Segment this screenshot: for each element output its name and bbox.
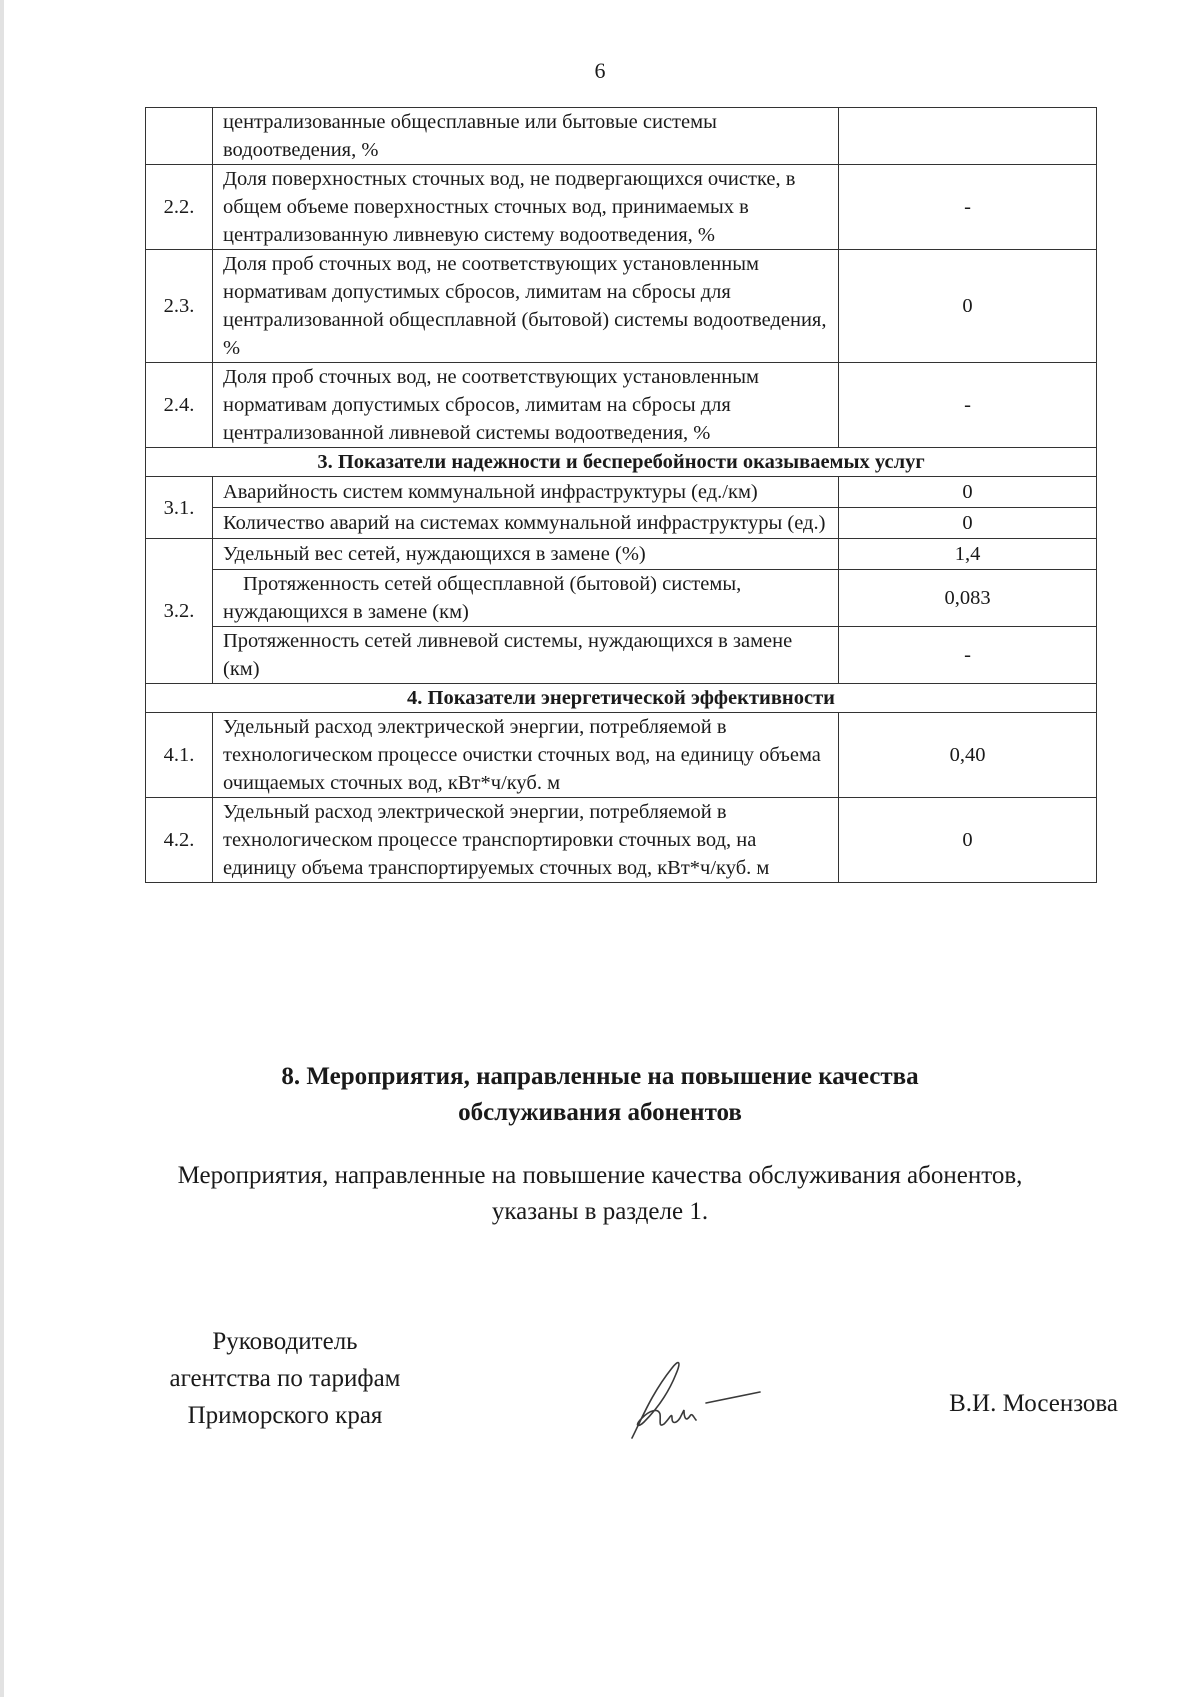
row-value: - bbox=[839, 165, 1097, 250]
section-8-title bbox=[0, 1059, 1200, 1131]
row-number: 2.4. bbox=[146, 363, 213, 448]
section-8-title-line: 8. Мероприятия, направленные на повышение качества bbox=[281, 1063, 919, 1090]
row-value: 0 bbox=[839, 250, 1097, 363]
signatory-role-line: агентства по тарифам bbox=[169, 1365, 401, 1392]
row-description: Протяженность сетей общесплавной (бытовой) системы, нуждающихся в замене (км) bbox=[213, 570, 839, 627]
row-value: - bbox=[839, 363, 1097, 448]
section-3-heading: 3. Показатели надежности и бесперебойности оказываемых услуг bbox=[146, 448, 1097, 477]
table-row bbox=[146, 508, 1097, 539]
row-description: Протяженность сетей ливневой системы, нуждающихся в замене (км) bbox=[213, 627, 839, 684]
row-value: 0 bbox=[839, 508, 1097, 539]
row-description: Удельный расход электрической энергии, потребляемой в технологическом процессе транспортировки сточных вод, на единицу объема транспортируемых сточных вод, кВт*ч/куб. м bbox=[213, 798, 839, 883]
signatory-role bbox=[140, 1323, 430, 1434]
section-header-row bbox=[146, 448, 1097, 477]
table-row bbox=[146, 570, 1097, 627]
indicators-table bbox=[145, 107, 1097, 883]
row-number: 4.2. bbox=[146, 798, 213, 883]
table-row bbox=[146, 165, 1097, 250]
row-description: Удельный вес сетей, нуждающихся в замене (%) bbox=[213, 539, 839, 570]
handwritten-signature-icon bbox=[612, 1348, 772, 1448]
row-description: Доля поверхностных сточных вод, не подвергающихся очистке, в общем объеме поверхностных сточных вод, принимаемых в централизованную ливневую систему водоотведения, % bbox=[213, 165, 839, 250]
row-description: Доля проб сточных вод, не соответствующих установленным нормативам допустимых сбросов, лимитам на сбросы для централизованной ливневой системы водоотведения, % bbox=[213, 363, 839, 448]
row-value: 0 bbox=[839, 798, 1097, 883]
scan-edge bbox=[0, 0, 4, 1697]
row-value: 0 bbox=[839, 477, 1097, 508]
table-row bbox=[146, 250, 1097, 363]
row-number: 4.1. bbox=[146, 713, 213, 798]
row-value bbox=[839, 108, 1097, 165]
table-row bbox=[146, 798, 1097, 883]
row-description: Количество аварий на системах коммунальной инфраструктуры (ед.) bbox=[213, 508, 839, 539]
table-row bbox=[146, 627, 1097, 684]
row-number bbox=[146, 108, 213, 165]
page-number: 6 bbox=[594, 58, 606, 83]
row-value: - bbox=[839, 627, 1097, 684]
table-row bbox=[146, 363, 1097, 448]
row-value: 0,40 bbox=[839, 713, 1097, 798]
table-row bbox=[146, 539, 1097, 570]
section-4-heading: 4. Показатели энергетической эффективности bbox=[146, 684, 1097, 713]
row-value: 0,083 bbox=[839, 570, 1097, 627]
row-number: 2.2. bbox=[146, 165, 213, 250]
row-number: 3.2. bbox=[146, 539, 213, 684]
section-8-text-line: Мероприятия, направленные на повышение качества обслуживания абонентов, bbox=[177, 1162, 1023, 1189]
row-description: Удельный расход электрической энергии, потребляемой в технологическом процессе очистки сточных вод, на единицу объема очищаемых сточных вод, кВт*ч/куб. м bbox=[213, 713, 839, 798]
row-description: Доля проб сточных вод, не соответствующих установленным нормативам допустимых сбросов, лимитам на сбросы для централизованной общесплавной (бытовой) системы водоотведения, % bbox=[213, 250, 839, 363]
section-header-row bbox=[146, 684, 1097, 713]
signatory-role-line: Руководитель bbox=[212, 1328, 358, 1355]
table-row bbox=[146, 713, 1097, 798]
signatory-name: В.И. Мосензова bbox=[949, 1390, 1118, 1417]
row-description: централизованные общесплавные или бытовые системы водоотведения, % bbox=[213, 108, 839, 165]
signatory-role-line: Приморского края bbox=[187, 1402, 383, 1429]
row-value: 1,4 bbox=[839, 539, 1097, 570]
section-8-text-line: указаны в разделе 1. bbox=[491, 1198, 709, 1225]
row-number: 3.1. bbox=[146, 477, 213, 539]
table-row bbox=[146, 477, 1097, 508]
section-8-text bbox=[0, 1158, 1200, 1230]
row-description: Аварийность систем коммунальной инфраструктуры (ед./км) bbox=[213, 477, 839, 508]
row-number: 2.3. bbox=[146, 250, 213, 363]
table-row bbox=[146, 108, 1097, 165]
section-8-title-line: обслуживания абонентов bbox=[458, 1099, 742, 1126]
